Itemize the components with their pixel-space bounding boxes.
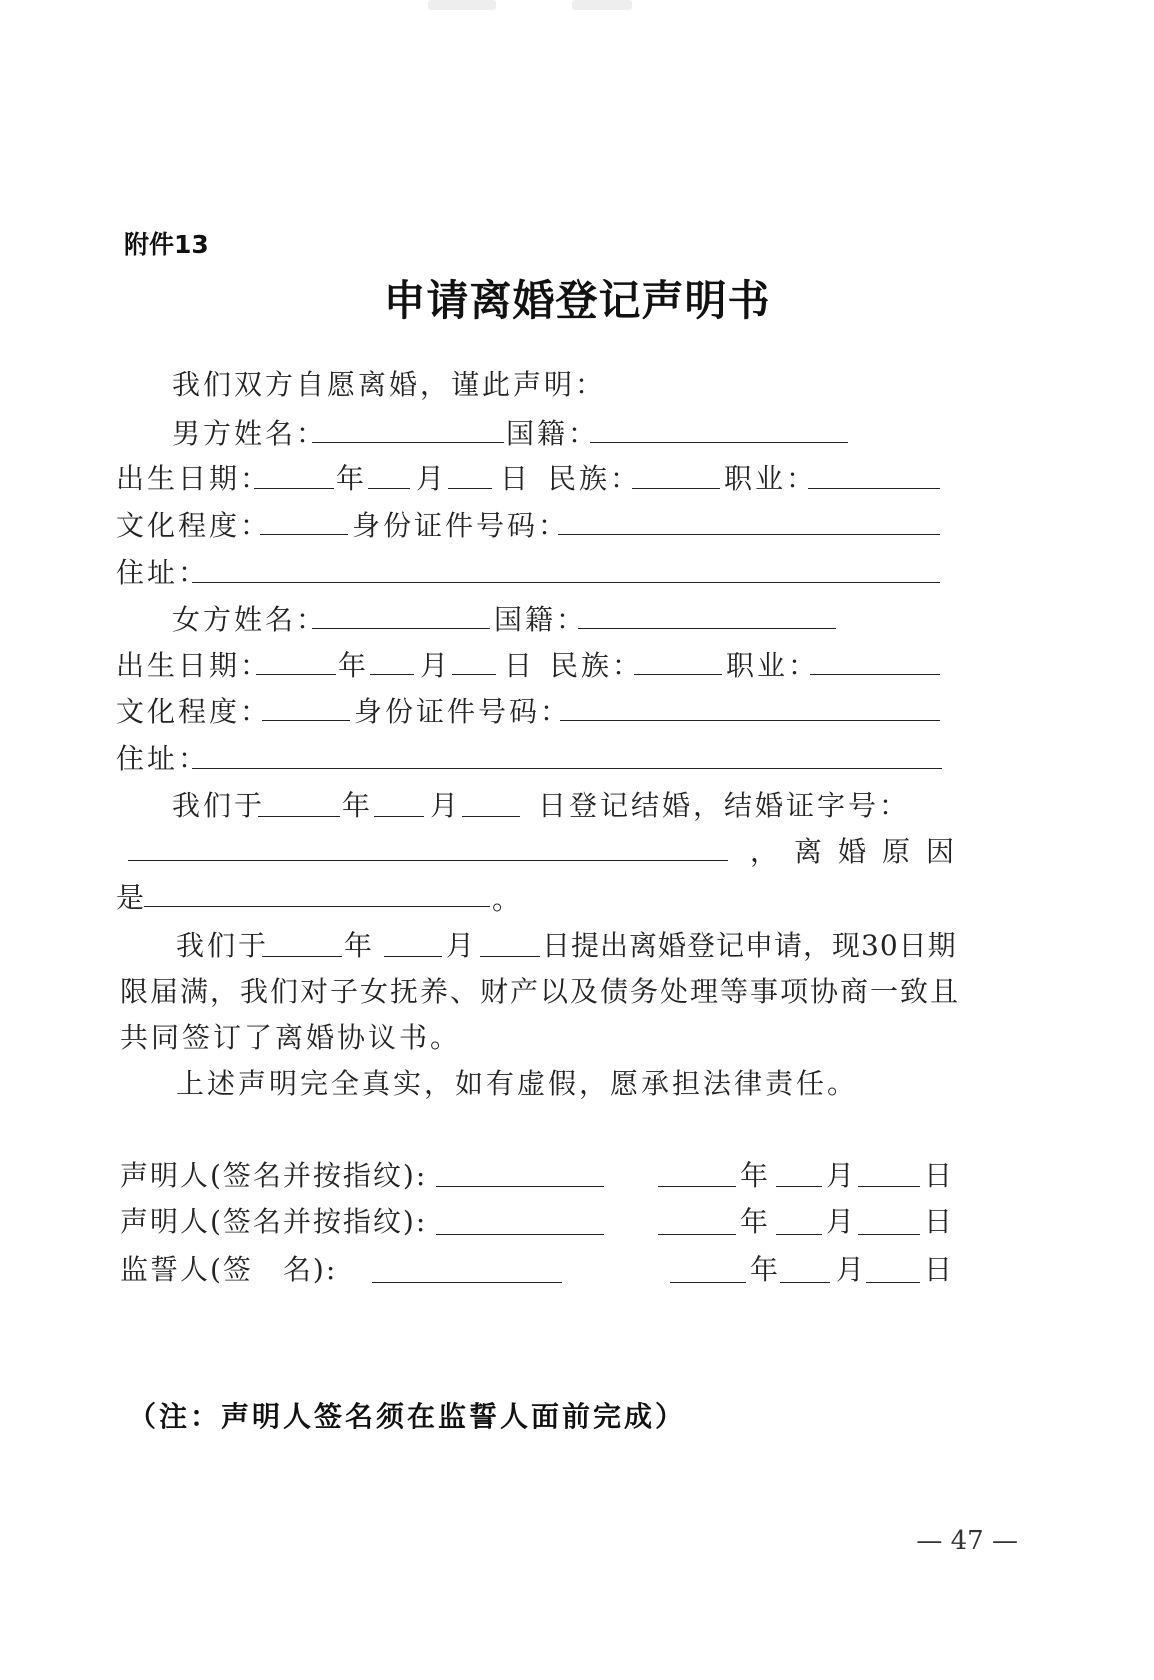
female-education-label: 文化程度：: [116, 695, 272, 728]
application-line1-tail: 日提出离婚登记申请，现30日期: [542, 929, 957, 962]
witness-day-label: 日: [924, 1253, 956, 1286]
truth-statement: 上述声明完全真实，如有虚假，愿承担法律责任。: [176, 1067, 859, 1100]
declarant-1-day-label: 日: [924, 1159, 956, 1192]
witness-day-field[interactable]: [866, 1282, 920, 1283]
male-ethnicity-field[interactable]: [632, 488, 720, 489]
scan-artifact: [572, 0, 632, 10]
marriage-we-on: 我们于: [172, 789, 266, 822]
male-id-field[interactable]: [558, 534, 940, 535]
female-nationality-field[interactable]: [578, 628, 836, 629]
page-number: — 47 —: [916, 1526, 1018, 1556]
male-nationality-field[interactable]: [590, 442, 848, 443]
marriage-year-label: 年: [342, 789, 374, 822]
female-id-label: 身份证件号码：: [354, 695, 572, 728]
witness-month-label: 月: [836, 1253, 868, 1286]
female-occupation-field[interactable]: [810, 674, 940, 675]
witness-label: 监誓人(签 名):: [120, 1253, 338, 1286]
application-month-field[interactable]: [384, 956, 442, 957]
declarant-1-month-field[interactable]: [776, 1186, 822, 1187]
female-birth-label: 出生日期：: [116, 649, 272, 682]
male-ethnicity-label: 民族：: [548, 462, 642, 495]
declarant-1-year-field[interactable]: [658, 1186, 736, 1187]
application-line3: 共同签订了离婚协议书。: [120, 1021, 462, 1054]
witness-signature-field[interactable]: [372, 1282, 562, 1283]
signature-note: （注：声明人签名须在监誓人面前完成）: [128, 1400, 687, 1433]
declarant-1-label: 声明人(签名并按指纹):: [120, 1159, 428, 1192]
divorce-reason-field[interactable]: [144, 906, 490, 907]
marriage-day-field[interactable]: [462, 816, 520, 817]
application-year-label: 年: [344, 929, 376, 962]
male-nationality-label: 国籍：: [506, 417, 600, 450]
female-education-field[interactable]: [262, 720, 350, 721]
male-id-label: 身份证件号码：: [352, 509, 570, 542]
male-birth-day-field[interactable]: [448, 488, 492, 489]
declarant-2-day-label: 日: [924, 1205, 956, 1238]
scan-artifact: [428, 0, 496, 10]
male-education-field[interactable]: [260, 534, 348, 535]
application-month-label: 月: [446, 929, 478, 962]
female-month-label: 月: [420, 649, 452, 682]
male-birth-month-field[interactable]: [368, 488, 410, 489]
male-occupation-label: 职业：: [724, 462, 818, 495]
female-year-label: 年: [338, 649, 370, 682]
declarant-2-label: 声明人(签名并按指纹):: [120, 1205, 428, 1238]
marriage-month-field[interactable]: [374, 816, 424, 817]
female-name-label: 女方姓名：: [172, 603, 328, 636]
male-birth-year-field[interactable]: [254, 488, 334, 489]
declarant-2-month-label: 月: [826, 1205, 858, 1238]
male-name-label: 男方姓名：: [172, 417, 328, 450]
female-birth-year-field[interactable]: [256, 674, 336, 675]
female-id-field[interactable]: [560, 720, 940, 721]
marriage-month-label: 月: [430, 789, 462, 822]
male-address-field[interactable]: [192, 582, 940, 583]
application-we-on: 我们于: [176, 929, 270, 962]
female-ethnicity-label: 民族：: [550, 649, 644, 682]
male-name-field[interactable]: [312, 442, 504, 443]
male-birth-label: 出生日期：: [116, 462, 272, 495]
declarant-2-day-field[interactable]: [858, 1234, 920, 1235]
attachment-label: 附件13: [124, 230, 209, 259]
divorce-reason-label: ，离婚原因: [750, 835, 971, 868]
female-nationality-label: 国籍：: [494, 603, 588, 636]
marriage-registered-text: 日登记结婚，结婚证字号：: [538, 789, 911, 822]
application-line2: 限届满，我们对子女抚养、财产以及债务处理等事项协商一致且: [120, 975, 961, 1008]
declarant-2-signature-field[interactable]: [436, 1234, 604, 1235]
female-day-label: 日: [504, 649, 536, 682]
divorce-reason-is: 是: [116, 881, 148, 914]
witness-year-field[interactable]: [670, 1282, 746, 1283]
declarant-1-year-label: 年: [740, 1159, 772, 1192]
female-ethnicity-field[interactable]: [634, 674, 722, 675]
female-occupation-label: 职业：: [726, 649, 820, 682]
intro-text: 我们双方自愿离婚，谨此声明：: [172, 368, 607, 401]
female-address-label: 住址：: [116, 742, 210, 775]
female-name-field[interactable]: [312, 628, 490, 629]
male-day-label: 日: [500, 462, 532, 495]
application-year-field[interactable]: [262, 956, 342, 957]
female-birth-day-field[interactable]: [452, 674, 496, 675]
female-address-field[interactable]: [192, 768, 942, 769]
declarant-1-month-label: 月: [826, 1159, 858, 1192]
declarant-2-month-field[interactable]: [776, 1234, 822, 1235]
male-education-label: 文化程度：: [116, 509, 272, 542]
witness-month-field[interactable]: [780, 1282, 830, 1283]
divorce-reason-period: 。: [492, 883, 524, 916]
marriage-certificate-number-field[interactable]: [128, 860, 728, 861]
witness-year-label: 年: [750, 1253, 782, 1286]
marriage-year-field[interactable]: [258, 816, 340, 817]
declarant-2-year-field[interactable]: [658, 1234, 736, 1235]
male-occupation-field[interactable]: [808, 488, 940, 489]
female-birth-month-field[interactable]: [370, 674, 414, 675]
male-address-label: 住址：: [116, 556, 210, 589]
male-year-label: 年: [336, 462, 368, 495]
declarant-2-year-label: 年: [740, 1205, 772, 1238]
declarant-1-signature-field[interactable]: [436, 1186, 604, 1187]
application-day-field[interactable]: [480, 956, 540, 957]
page-title: 申请离婚登记声明书: [383, 276, 771, 325]
declarant-1-day-field[interactable]: [858, 1186, 920, 1187]
male-month-label: 月: [416, 462, 448, 495]
